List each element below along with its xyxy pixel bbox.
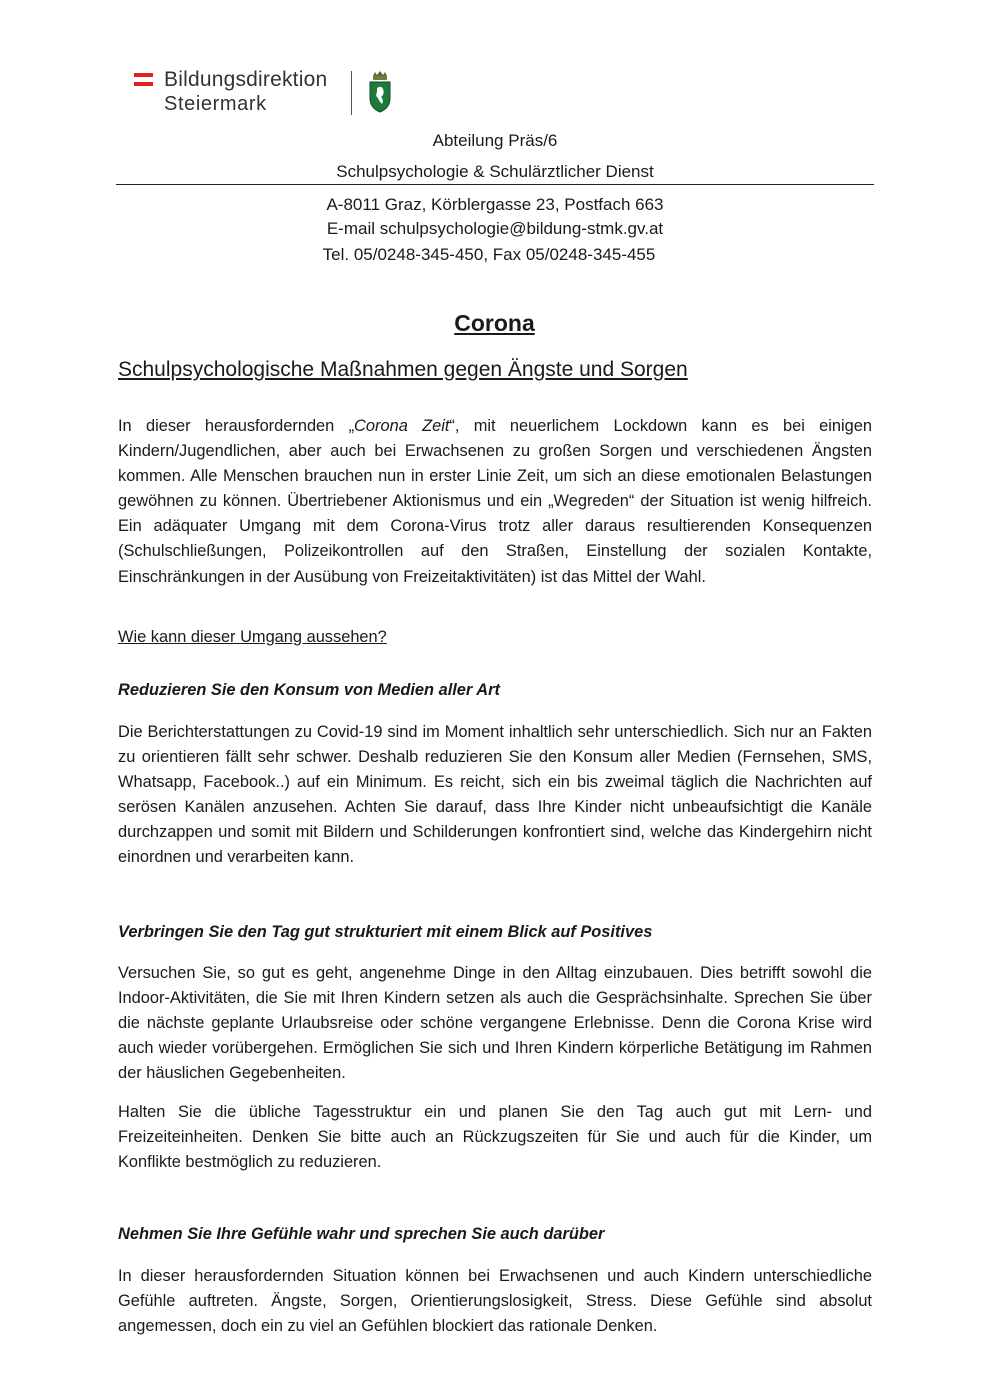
section-paragraph-feelings: In dieser herausfordernden Situation können bei Erwachsenen und auch Kindern unterschiedliche Gefühle auftreten. Ängste, Sorgen, Orientierungslosigkeit, Stress. Diese Gefühle sind absolut angemessen, doch ein zu viel an Gefühlen blockiert das rationale Denken. [118,1267,872,1336]
logo-divider [351,71,352,115]
section-paragraph-structure-2: Halten Sie die übliche Tagesstruktur ein und planen Sie den Tag auch gut mit Lern- und Freizeiteinheiten. Denken Sie bitte auch an Rückzugszeiten für Sie und auch für die Kinder, um Konflikte bestmöglich zu reduzieren. [118,1103,872,1172]
phone-line: Tel. 05/0248-345-450, Fax 05/0248-345-455 [322,245,656,264]
page-title: Corona [454,310,535,336]
header-rule [116,184,874,185]
question-heading: Wie kann dieser Umgang aussehen? [118,628,387,646]
styria-crest-icon [368,70,392,114]
address-line: A-8011 Graz, Körblergasse 23, Postfach 663 [326,195,664,214]
department-line: Abteilung Präs/6 [432,131,558,150]
section-heading-feelings: Nehmen Sie Ihre Gefühle wahr und sprechen Sie auch darüber [118,1225,605,1243]
email-line: E-mail schulpsychologie@bildung-stmk.gv.at [326,219,664,238]
section-paragraph-media: Die Berichterstattungen zu Covid-19 sind im Moment inhaltlich sehr unterschiedlich. Sich nur an Fakten zu orientieren fällt sehr schwer. Deshalb reduzieren Sie den Konsum aller Medien (Fernsehen, SMS, Whatsapp, Facebook..) auf ein Minimum. Es reicht, sich ein bis zweimal täglich die Nachrichten auf serösen Kanälen anzusehen. Achten Sie darauf, dass Ihre Kinder nicht unbeaufsichtigt die Kanäle durchzappen und somit mit Bildern und Schilderungen konfrontiert sind, welche das Kindergehirn nicht einordnen und verarbeiten kann. [118,723,872,867]
section-heading-structure: Verbringen Sie den Tag gut strukturiert mit einem Blick auf Positives [118,923,653,941]
intro-emphasis: Corona Zeit [354,417,450,435]
page-subtitle: Schulpsychologische Maßnahmen gegen Ängste und Sorgen [118,358,688,381]
section-paragraph-structure-1: Versuchen Sie, so gut es geht, angenehme Dinge in den Alltag einzubauen. Dies betrifft sowohl die Indoor-Aktivitäten, die Sie mit Ihren Kindern setzen als auch die Gesprächsinhalte. Sprechen Sie über die nächste geplante Urlaubsreise oder schöne vergangene Erlebnisse. Denn die Corona Krise wird auch wieder vorübergehen. Ermöglichen Sie sich und Ihren Kindern körperliche Betätigung im Rahmen der häuslichen Gegebenheiten. [118,964,872,1083]
section-heading-media: Reduzieren Sie den Konsum von Medien aller Art [118,681,500,699]
service-line: Schulpsychologie & Schulärztlicher Dienst [336,162,654,181]
organization-logo [132,68,402,118]
austria-flag-icon [134,73,153,86]
organization-name: Bildungsdirektion [164,68,328,91]
intro-paragraph: In dieser herausfordernden „Corona Zeit“, mit neuerlichem Lockdown kann es bei einigen Kindern/Jugendlichen, aber auch bei Erwachsenen zu großen Sorgen und verschiedenen Ängsten kommen. Alle Menschen brauchen nun in erster Linie Zeit, um sich an diese emotionalen Belastungen gewöhnen zu können. Übertriebener Aktionismus und ein „Wegreden“ der Situation ist wenig hilfreich. Ein adäquater Umgang mit dem Corona-Virus trotz aller daraus resultierenden Konsequenzen (Schulschließungen, Polizeikontrollen auf den Straßen, Einstellung der sozialen Kontakte, Einschränkungen in der Ausübung von Freizeitaktivitäten) ist das Mittel der Wahl. [118,417,872,586]
organization-region: Steiermark [164,93,267,115]
